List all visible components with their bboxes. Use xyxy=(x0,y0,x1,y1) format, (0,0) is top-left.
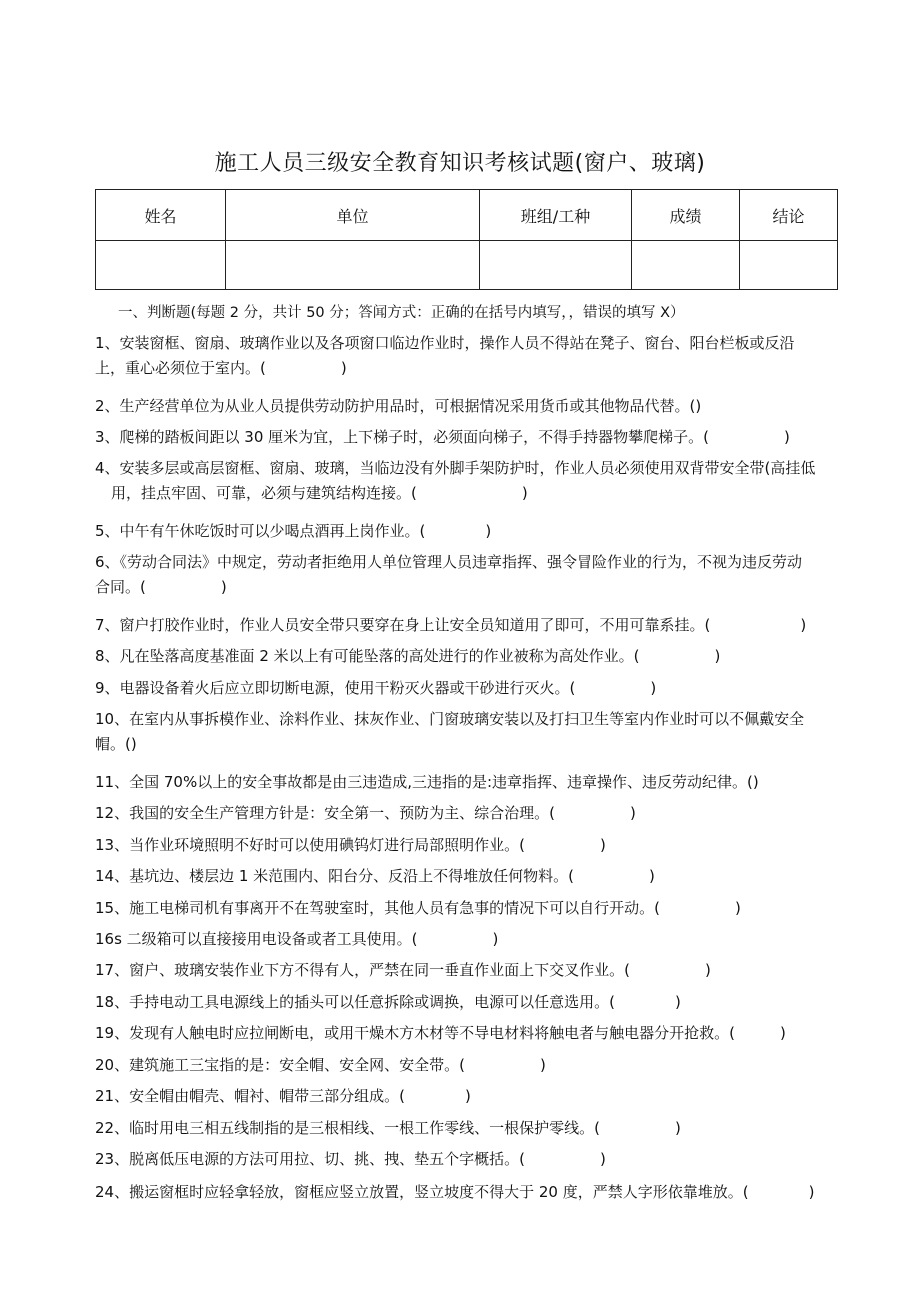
question-text: 18、手持电动工具电源线上的插头可以任意拆除或调换，电源可以任意选用。( ) xyxy=(95,993,681,1011)
question-text: 3、爬梯的踏板间距以 30 厘米为宜，上下梯子时，必须面向梯子，不得手持器物攀爬梯子。( ) xyxy=(95,428,790,446)
question-item xyxy=(95,833,840,858)
question-text: 22、临时用电三相五线制指的是三根相线、一根工作零线、一根保护零线。( ) xyxy=(95,1119,681,1137)
question-text: 4、安装多层或高层窗框、窗扇、玻璃，当临边没有外脚手架防护时，作业人员必须使用双背带安全带(高挂低 xyxy=(95,459,816,477)
header-score: 成绩 xyxy=(632,190,740,241)
question-text: 1、安装窗框、窗扇、玻璃作业以及各项窗口临边作业时，操作人员不得站在凳子、窗台、阳台栏板或反沿 xyxy=(95,334,795,352)
question-item xyxy=(95,394,840,419)
question-text: 10、在室内从事拆模作业、涂料作业、抹灰作业、门窗玻璃安装以及打扫卫生等室内作业时可以不佩戴安全 xyxy=(95,710,805,728)
question-text: 11、全国 70%以上的安全事故都是由三违造成,三违指的是:违章指挥、违章操作、违反劳动纪律。() xyxy=(95,773,759,791)
question-text: 14、基坑边、楼层边 1 米范围内、阳台分、反沿上不得堆放任何物料。( ) xyxy=(95,867,655,885)
info-entry-row xyxy=(96,241,838,290)
question-item xyxy=(95,990,840,1015)
question-item xyxy=(95,331,840,381)
header-conclusion: 结论 xyxy=(740,190,838,241)
question-text: 13、当作业环境照明不好时可以使用碘钨灯进行局部照明作业。( ) xyxy=(95,836,606,854)
question-text: 7、窗户打胶作业时，作业人员安全带只要穿在身上让安全员知道用了即可，不用可靠系挂。( ) xyxy=(95,616,807,634)
page-title: 施工人员三级安全教育知识考核试题(窗户、玻璃) xyxy=(214,151,706,176)
question-item xyxy=(95,676,840,701)
question-item xyxy=(95,1084,840,1109)
score-entry-cell[interactable] xyxy=(632,241,740,290)
question-text-continued: 用，挂点牢固、可靠，必须与建筑结构连接。( ) xyxy=(111,484,528,502)
question-text-continued: 帽。() xyxy=(95,735,137,753)
question-item xyxy=(95,644,840,669)
question-text: 17、窗户、玻璃安装作业下方不得有人，严禁在同一垂直作业面上下交叉作业。( ) xyxy=(95,961,711,979)
question-item xyxy=(95,425,840,450)
question-text: 23、脱离低压电源的方法可用拉、切、挑、拽、垫五个字概括。( ) xyxy=(95,1150,606,1168)
question-item xyxy=(95,1021,840,1046)
question-item xyxy=(95,550,840,600)
unit-entry-cell[interactable] xyxy=(226,241,480,290)
conclusion-entry-cell[interactable] xyxy=(740,241,838,290)
question-text: 9、电器设备着火后应立即切断电源，使用干粉灭火器或干砂进行灭火。( ) xyxy=(95,679,657,697)
name-entry-cell[interactable] xyxy=(96,241,226,290)
info-header-row xyxy=(96,190,838,241)
question-item xyxy=(95,1147,840,1172)
question-item xyxy=(95,613,840,638)
question-text: 2、生产经营单位为从业人员提供劳动防护用品时，可根据情况采用货币或其他物品代替。() xyxy=(95,397,702,415)
question-item xyxy=(95,456,840,506)
question-item xyxy=(95,1180,840,1205)
question-item xyxy=(95,1116,840,1141)
question-item xyxy=(95,864,840,889)
question-text: 16s 二级箱可以直接接用电设备或者工具使用。( ) xyxy=(95,930,499,948)
question-text: 15、施工电梯司机有事离开不在驾驶室时，其他人员有急事的情况下可以自行开动。( ) xyxy=(95,899,741,917)
question-text: 8、凡在坠落高度基准面 2 米以上有可能坠落的高处进行的作业被称为高处作业。( ) xyxy=(95,647,721,665)
header-team: 班组/工种 xyxy=(480,190,632,241)
question-item xyxy=(95,801,840,826)
question-item xyxy=(95,707,840,757)
question-text: 5、中午有午休吃饭时可以少喝点酒再上岗作业。( ) xyxy=(95,522,492,540)
question-item xyxy=(95,927,840,952)
question-text-continued: 上，重心必须位于室内。( ) xyxy=(95,359,347,377)
question-item xyxy=(95,1053,840,1078)
section-heading: 一、判断题(每题 2 分，共计 50 分；答闻方式：正确的在括号内填写，，错误的填写 X） xyxy=(118,305,685,321)
header-unit: 单位 xyxy=(226,190,480,241)
question-text: 12、我国的安全生产管理方针是：安全第一、预防为主、综合治理。( ) xyxy=(95,804,636,822)
question-item xyxy=(95,958,840,983)
question-text-continued: 合同。( ) xyxy=(95,578,227,596)
question-item xyxy=(95,519,840,544)
student-info-table xyxy=(95,189,838,290)
question-item xyxy=(95,896,840,921)
header-name: 姓名 xyxy=(96,190,226,241)
question-text: 20、建筑施工三宝指的是：安全帽、安全网、安全带。( ) xyxy=(95,1056,546,1074)
question-text: 21、安全帽由帽壳、帽衬、帽带三部分组成。( ) xyxy=(95,1087,471,1105)
question-text: 6、《劳动合同法》中规定，劳动者拒绝用人单位管理人员违章指挥、强令冒险作业的行为，不视为违反劳动 xyxy=(95,553,803,571)
question-text: 24、搬运窗框时应轻拿轻放，窗框应竖立放置，竖立坡度不得大于 20 度，严禁人字形依靠堆放。( ) xyxy=(95,1183,815,1201)
question-text: 19、发现有人触电时应拉闸断电，或用干燥木方木材等不导电材料将触电者与触电器分开抢救。( ) xyxy=(95,1024,786,1042)
team-entry-cell[interactable] xyxy=(480,241,632,290)
question-item xyxy=(95,770,840,795)
